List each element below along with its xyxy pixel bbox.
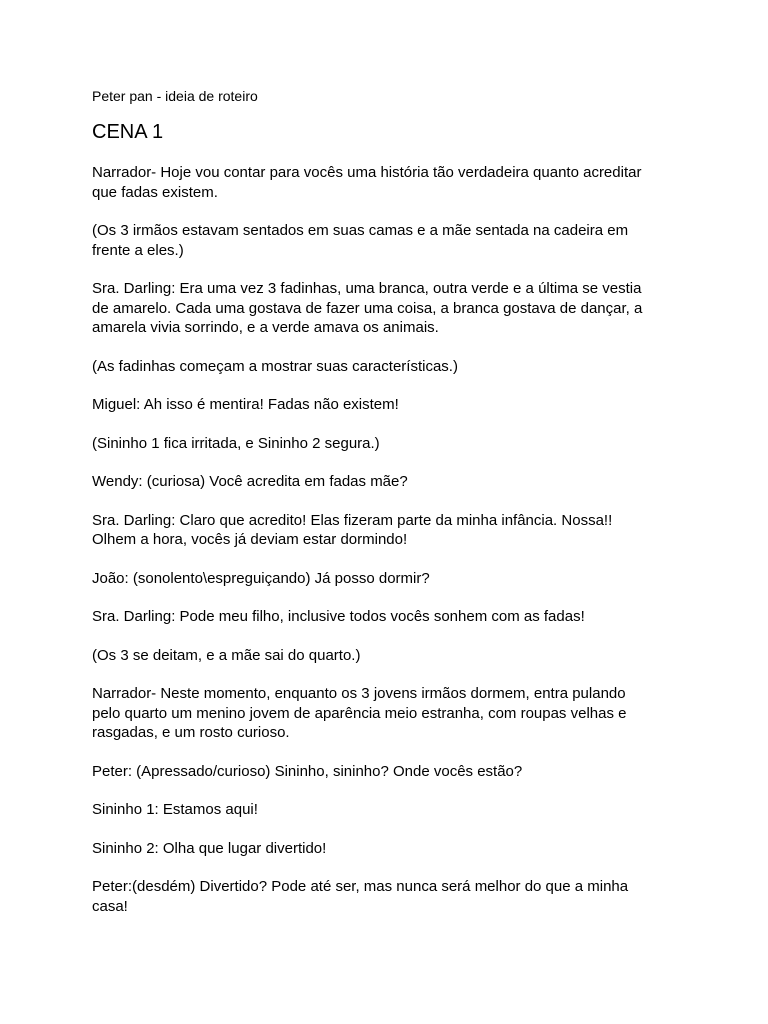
script-paragraph-sininho-2: Sininho 2: Olha que lugar divertido!: [92, 839, 327, 857]
script-paragraph-stage-direction: (Os 3 irmãos estavam sentados em suas camas e a mãe sentada na cadeira em frente a eles.): [92, 222, 629, 259]
script-paragraph-sininho-1: Sininho 1: Estamos aqui!: [92, 801, 258, 818]
document-subtitle: Peter pan - ideia de roteiro: [92, 88, 258, 104]
script-paragraph-narrator-intro: Narrador- Hoje vou contar para vocês uma história tão verdadeira quanto acreditar que fadas existem.: [92, 164, 642, 201]
script-paragraph-stage-direction: (As fadinhas começam a mostrar suas características.): [92, 357, 458, 375]
script-paragraph-sra-darling: Sra. Darling: Pode meu filho, inclusive todos vocês sonhem com as fadas!: [92, 608, 585, 625]
script-paragraph-sra-darling: Sra. Darling: Claro que acredito! Elas fizeram parte da minha infância. Nossa!! Olhem a hora, vocês já deviam estar dormindo!: [92, 511, 613, 548]
script-paragraph-narrator: Narrador- Neste momento, enquanto os 3 jovens irmãos dormem, entra pulando pelo quarto um menino jovem de aparência meio estranha, com roupas velhas e rasgadas, e um rosto curioso.: [92, 685, 627, 741]
script-paragraph-wendy: Wendy: (curiosa) Você acredita em fadas mãe?: [92, 473, 408, 490]
script-paragraph-joao: João: (sonolento\espreguiçando) Já posso dormir?: [92, 569, 430, 587]
script-paragraph-stage-direction: (Sininho 1 fica irritada, e Sininho 2 segura.): [92, 434, 380, 452]
script-paragraph-sra-darling: Sra. Darling: Era uma vez 3 fadinhas, uma branca, outra verde e a última se vestia de amarelo. Cada uma gostava de fazer uma coisa, a branca gostava de dançar, a amarela vivia sorrindo, e a verde amava os animais.: [92, 280, 643, 336]
script-paragraph-miguel: Miguel: Ah isso é mentira! Fadas não existem!: [92, 396, 399, 413]
script-paragraph-peter: Peter:(desdém) Divertido? Pode até ser, mas nunca será melhor do que a minha casa!: [92, 878, 629, 915]
script-paragraph-peter: Peter: (Apressado/curioso) Sininho, sininho? Onde vocês estão?: [92, 762, 523, 780]
scene-heading: CENA 1: [92, 121, 164, 143]
script-paragraph-stage-direction: (Os 3 se deitam, e a mãe sai do quarto.): [92, 646, 361, 664]
